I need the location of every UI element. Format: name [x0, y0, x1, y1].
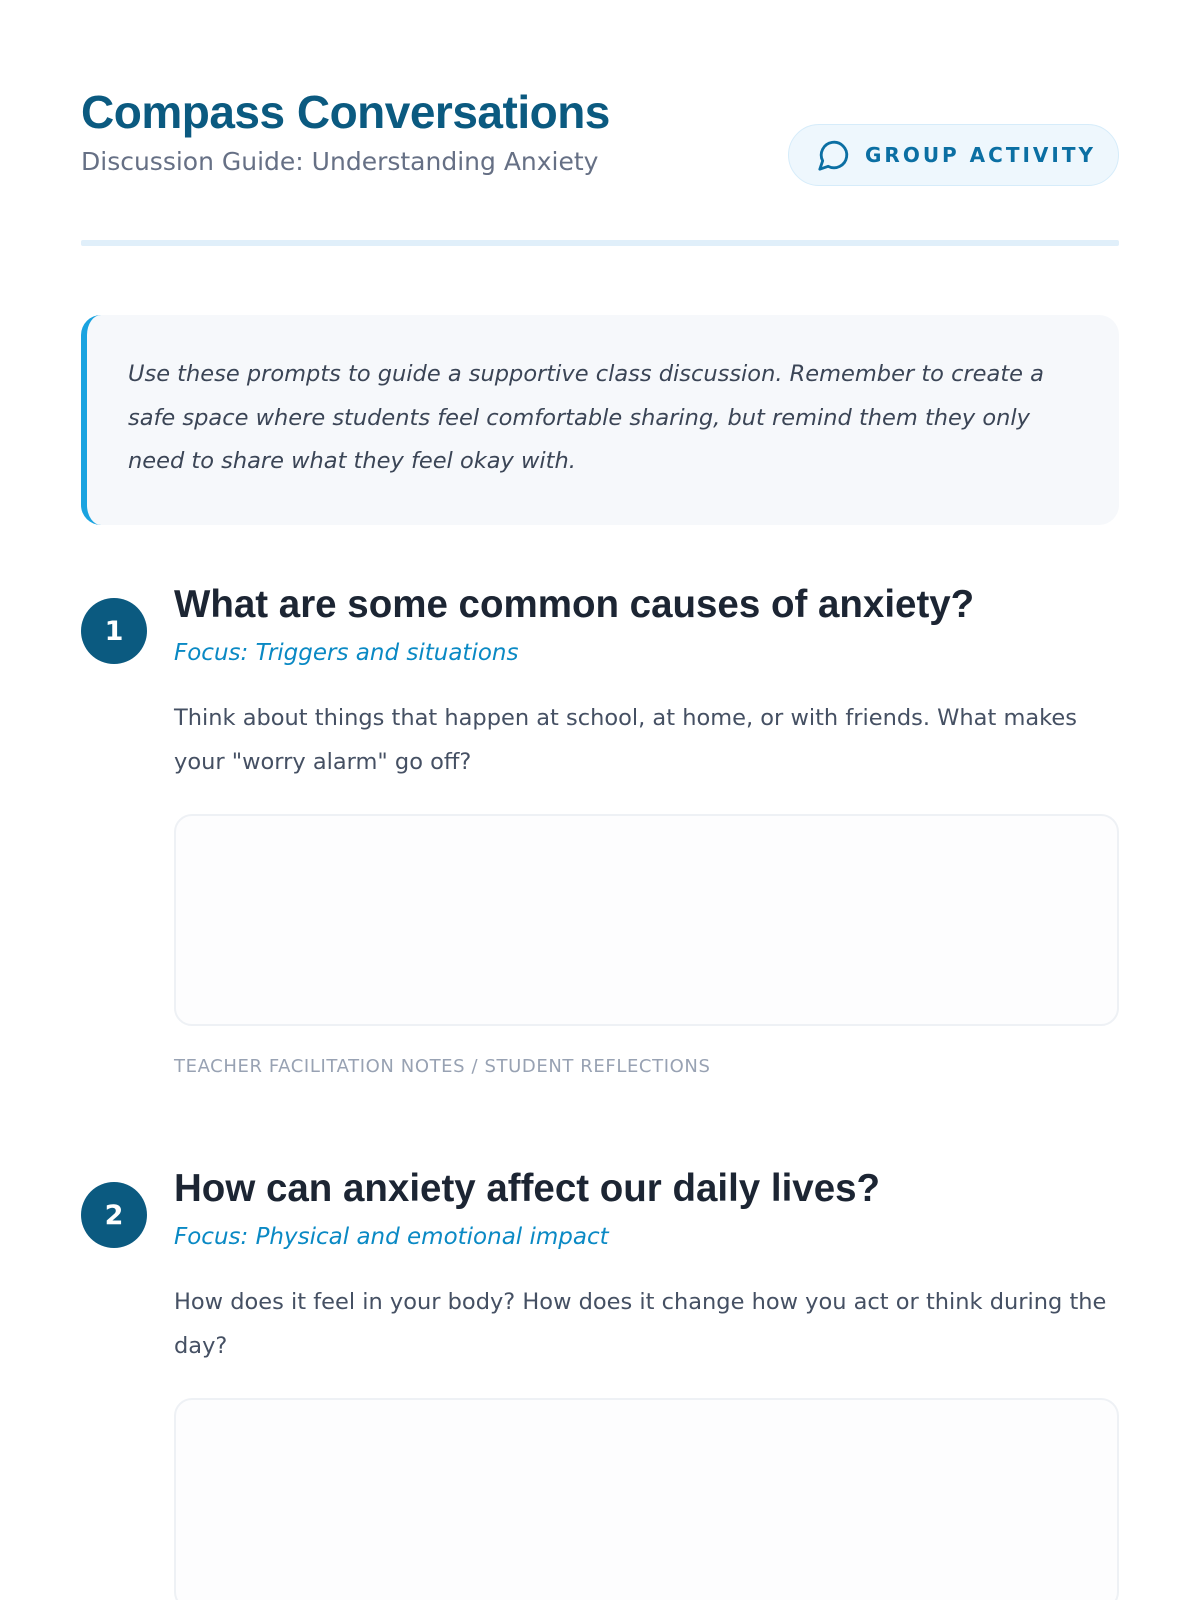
question-body	[174, 580, 1119, 1077]
question-body	[174, 1164, 1119, 1600]
page-header	[81, 82, 1119, 242]
question-title: What are some common causes of anxiety?	[174, 583, 975, 626]
chat-bubble-icon	[817, 138, 851, 172]
question-title: How can anxiety affect our daily lives?	[174, 1167, 881, 1210]
question-prompt: How does it feel in your body? How does it change how you act or think during the day?	[174, 1289, 1107, 1359]
page-subtitle: Discussion Guide: Understanding Anxiety	[81, 147, 599, 176]
intro-text: Use these prompts to guide a supportive class discussion. Remember to create a safe space where students feel comfortable sharing, but remind them they only need to share what they feel okay with.	[128, 361, 1044, 474]
group-activity-badge	[788, 124, 1119, 186]
intro-callout	[81, 315, 1119, 525]
notes-caption: TEACHER FACILITATION NOTES / STUDENT REFLECTIONS	[174, 1056, 711, 1077]
notes-textarea[interactable]	[174, 814, 1119, 1026]
question-prompt: Think about things that happen at school, at home, or with friends. What makes your "worry alarm" go off?	[174, 705, 1077, 775]
header-divider	[81, 240, 1119, 246]
badge-label: GROUP ACTIVITY	[865, 143, 1096, 167]
question-focus: Focus: Triggers and situations	[174, 640, 519, 666]
question-focus: Focus: Physical and emotional impact	[174, 1224, 609, 1250]
question-number-badge: 2	[81, 1182, 147, 1248]
notes-textarea[interactable]	[174, 1398, 1119, 1600]
page-title: Compass Conversations	[81, 86, 610, 138]
question-number-badge: 1	[81, 598, 147, 664]
